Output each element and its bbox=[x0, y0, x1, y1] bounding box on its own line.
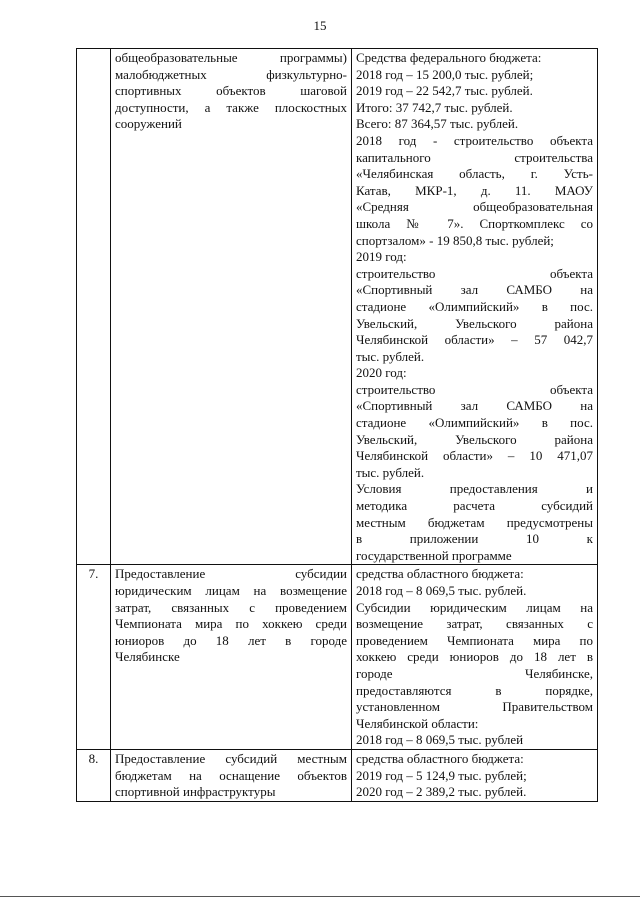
funding-source-line: городе Челябинске, bbox=[356, 665, 593, 681]
measure-name-line: бюджетам на оснащение объектов bbox=[115, 767, 347, 783]
measure-name-line: затрат, связанных с проведением bbox=[115, 599, 347, 615]
measure-name-line: спортивной инфраструктуры bbox=[115, 784, 276, 800]
funding-source-line: строительство объекта bbox=[356, 381, 593, 397]
measure-name-cell bbox=[111, 749, 352, 801]
funding-source-line: 2018 год – 8 069,5 тыс. рублей. bbox=[356, 583, 527, 598]
table-body bbox=[77, 49, 598, 802]
measure-name-cell bbox=[111, 49, 352, 565]
funding-source-cell bbox=[352, 749, 598, 801]
measure-name-line: юниоров до 18 лет в городе bbox=[115, 632, 347, 648]
funding-source-line: тыс. рублей. bbox=[356, 464, 425, 480]
funding-source-line: установленном Правительством bbox=[356, 699, 593, 715]
measure-name-line: общеобразовательные программы) bbox=[115, 50, 347, 65]
funding-source-line: средства областного бюджета: bbox=[356, 750, 524, 766]
funding-source-line: 2018 год – 15 200,0 тыс. рублей; bbox=[356, 66, 534, 82]
funding-source-line: 2020 год – 2 389,2 тыс. рублей. bbox=[356, 784, 527, 800]
funding-source-line: средства областного бюджета: bbox=[356, 566, 524, 582]
funding-source-line: «Спортивный зал САМБО на bbox=[356, 398, 593, 414]
measure-name-line: юридическим лицам на возмещение bbox=[115, 583, 347, 598]
funding-source-cell bbox=[352, 49, 598, 565]
funding-source-line: Всего: 87 364,57 тыс. рублей. bbox=[356, 116, 519, 132]
funding-source-line: Катав, МКР-1, д. 11. МАОУ bbox=[356, 182, 593, 198]
funding-source-line: хоккею среди юниоров до 18 лет в bbox=[356, 649, 593, 665]
row-number-cell: 8. bbox=[77, 749, 111, 801]
funding-source-line: 2020 год: bbox=[356, 365, 407, 381]
measure-name-line: спортивных объектов шаговой bbox=[115, 83, 347, 99]
measure-name-line: Чемпионата мира по хоккею среди bbox=[115, 616, 347, 632]
measure-name-line: доступности, а также плоскостных bbox=[115, 99, 347, 115]
funding-source-line: в приложении 10 к bbox=[356, 531, 593, 547]
row-number-cell bbox=[77, 49, 111, 565]
table-row bbox=[77, 749, 598, 801]
measure-name-line: Челябинске bbox=[115, 649, 180, 665]
funding-source-line: строительство объекта bbox=[356, 265, 593, 281]
funding-source-line: государственной программе bbox=[356, 547, 512, 563]
funding-source-line: спортзалом» - 19 850,8 тыс. рублей; bbox=[356, 232, 554, 248]
funding-source-line: «Челябинская область, г. Усть- bbox=[356, 166, 593, 182]
funding-source-line: стадионе «Олимпийский» в пос. bbox=[356, 298, 593, 314]
funding-source-line: Увельский, Увельского района bbox=[356, 431, 593, 447]
measure-name-line: Предоставление субсидий местным bbox=[115, 750, 347, 766]
funding-source-line: 2019 год – 5 124,9 тыс. рублей; bbox=[356, 767, 527, 783]
funding-source-line: 2019 год – 22 542,7 тыс. рублей. bbox=[356, 83, 533, 99]
funding-source-cell bbox=[352, 565, 598, 750]
page-number: 15 bbox=[313, 18, 327, 33]
funding-source-line: Итого: 37 742,7 тыс. рублей. bbox=[356, 99, 513, 115]
funding-source-line: Увельский, Увельского района bbox=[356, 315, 593, 331]
table-row bbox=[77, 565, 598, 750]
funding-source-line: тыс. рублей. bbox=[356, 348, 425, 364]
program-table bbox=[76, 48, 598, 802]
funding-source-line: местным бюджетам предусмотрены bbox=[356, 514, 593, 530]
funding-source-line: «Средняя общеобразовательная bbox=[356, 199, 593, 215]
funding-source-line: школа № 7». Спорткомплекс со bbox=[356, 215, 593, 231]
funding-source-line: 2018 год – 8 069,5 тыс. рублей bbox=[356, 732, 524, 748]
funding-source-line: «Спортивный зал САМБО на bbox=[356, 282, 593, 298]
measure-name-line: Предоставление субсидии bbox=[115, 566, 347, 582]
funding-source-line: Условия предоставления и bbox=[356, 481, 593, 497]
funding-source-line: Челябинской области» – 57 042,7 bbox=[356, 332, 593, 348]
measure-name-line: сооружений bbox=[115, 116, 182, 132]
row-number-cell: 7. bbox=[77, 565, 111, 750]
funding-source-line: Средства федерального бюджета: bbox=[356, 50, 542, 65]
funding-source-line: предоставляются в порядке, bbox=[356, 682, 593, 698]
funding-source-line: Субсидии юридическим лицам на bbox=[356, 599, 593, 615]
funding-source-line: методика расчета субсидий bbox=[356, 498, 593, 514]
measure-name-cell bbox=[111, 565, 352, 750]
funding-source-line: Челябинской области» – 10 471,07 bbox=[356, 448, 593, 464]
funding-source-line: проведением Чемпионата мира по bbox=[356, 632, 593, 648]
funding-source-line: 2019 год: bbox=[356, 249, 407, 265]
funding-source-line: стадионе «Олимпийский» в пос. bbox=[356, 415, 593, 431]
table-row bbox=[77, 49, 598, 565]
funding-source-line: капитального строительства bbox=[356, 149, 593, 165]
funding-source-line: 2018 год - строительство объекта bbox=[356, 132, 593, 148]
funding-source-line: возмещение затрат, связанных с bbox=[356, 616, 593, 632]
funding-source-line: Челябинской области: bbox=[356, 715, 479, 731]
footer-rule bbox=[0, 896, 640, 897]
measure-name-line: малобюджетных физкультурно- bbox=[115, 66, 347, 82]
